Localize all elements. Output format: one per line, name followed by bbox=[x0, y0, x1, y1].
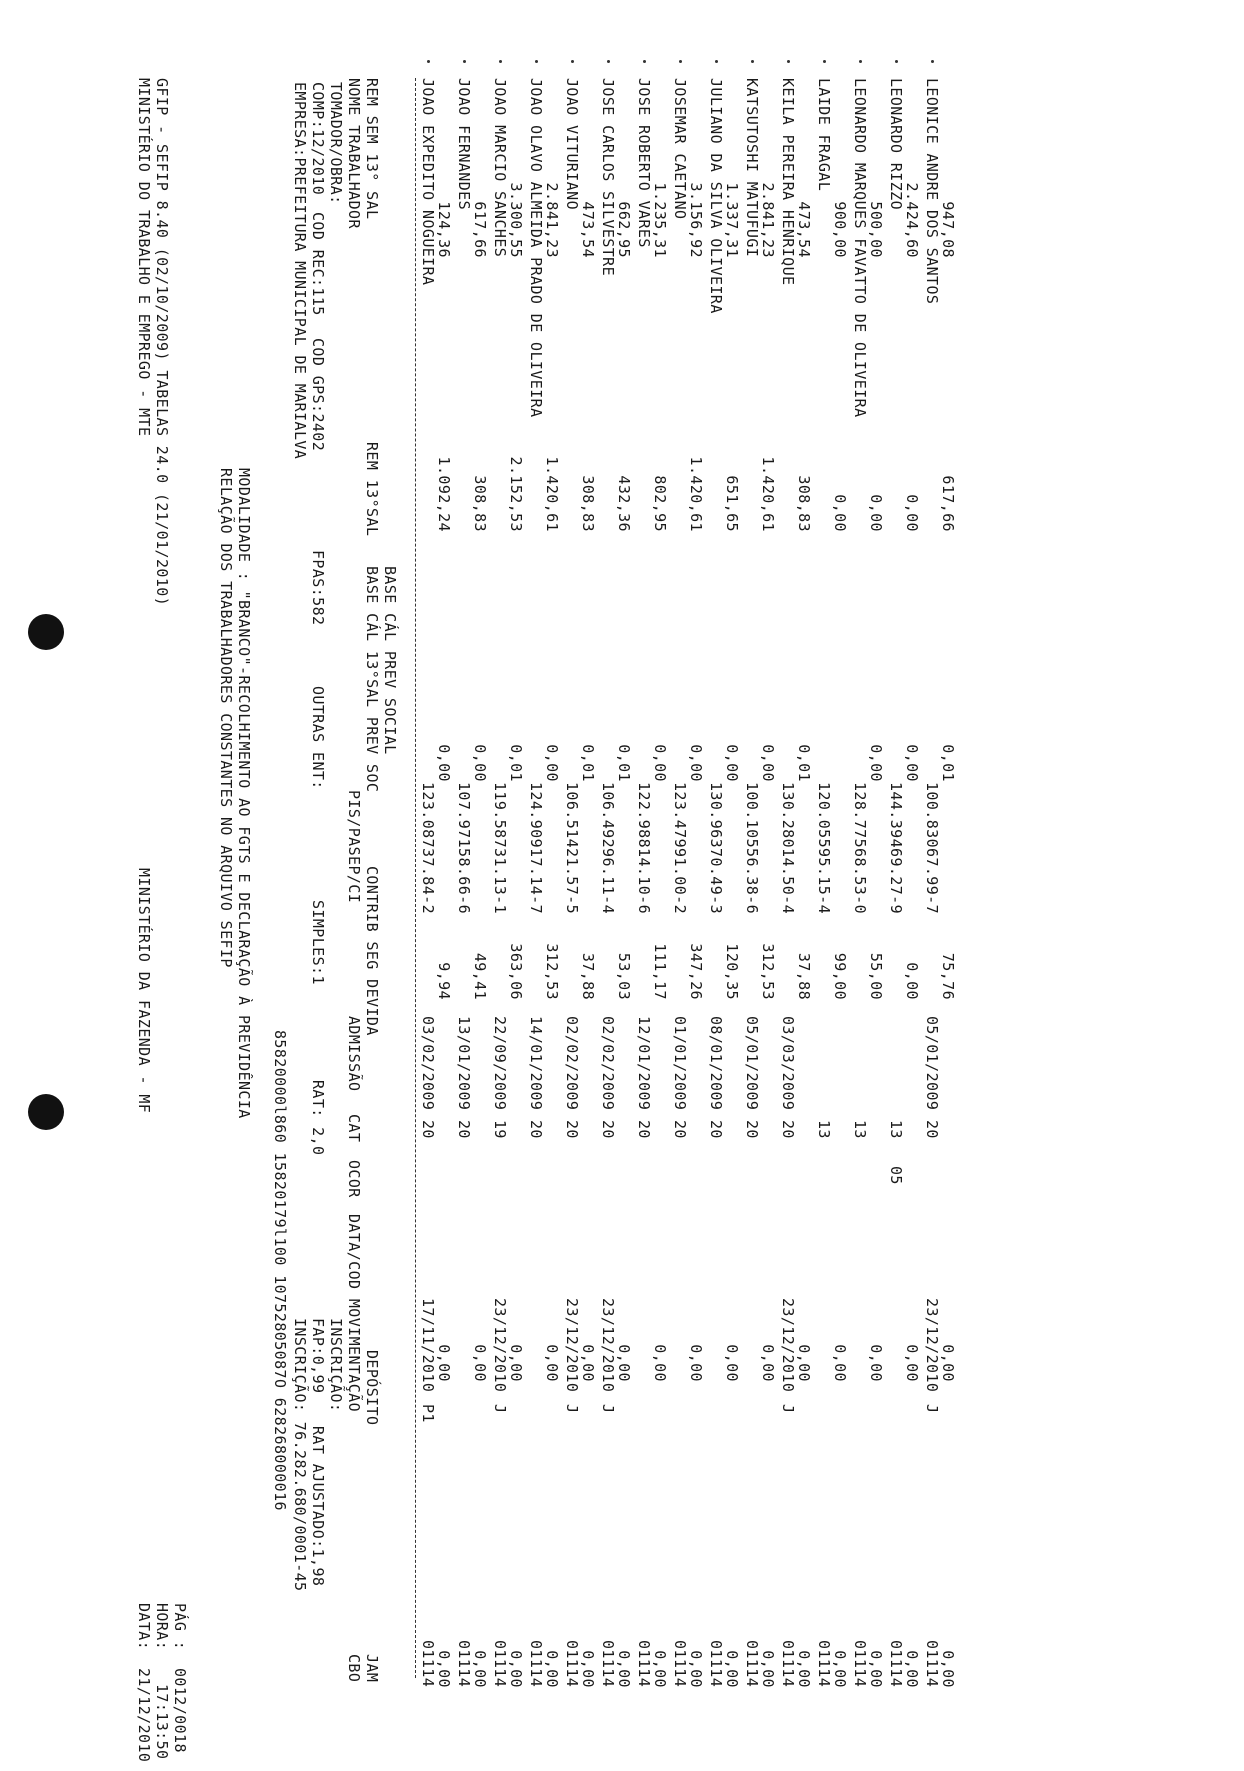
cell-rem-sem13: 947,08 bbox=[939, 201, 957, 258]
cell-cbo: 01114 bbox=[887, 1640, 905, 1688]
cell-rem-13: 0,00 bbox=[903, 494, 921, 532]
cell-rem-13: 802,95 bbox=[651, 475, 669, 532]
cell-admissao: 02/02/2009 bbox=[599, 1016, 617, 1111]
cell-rem-sem13: 473,54 bbox=[579, 201, 597, 258]
hora-value: 17:13:50 bbox=[153, 1684, 171, 1760]
cell-nome: LEONARDO RIZZO bbox=[887, 78, 905, 211]
cell-jam: 0,00 bbox=[579, 1650, 597, 1688]
cell-rem-sem13: 2.841,23 bbox=[759, 182, 777, 258]
cell-cbo: 01114 bbox=[491, 1640, 509, 1688]
cell-rem-sem13: 124,36 bbox=[435, 201, 453, 258]
col-ocor: OCOR bbox=[345, 1160, 363, 1198]
cell-cbo: 01114 bbox=[923, 1640, 941, 1688]
cell-contrib: 312,53 bbox=[759, 943, 777, 1000]
cell-mov2: 0,00 bbox=[543, 1344, 561, 1382]
cell-pis: 106.51421.57-5 bbox=[563, 782, 581, 915]
cell-contrib: 0,00 bbox=[903, 962, 921, 1000]
cell-jam: 0,00 bbox=[759, 1650, 777, 1688]
cell-jam: 0,00 bbox=[939, 1650, 957, 1688]
cell-nome: JOSE CARLOS SILVESTRE bbox=[599, 78, 617, 277]
margin-dot bbox=[427, 60, 430, 63]
cell-jam: 0,00 bbox=[687, 1650, 705, 1688]
cell-mov2: 0,00 bbox=[615, 1344, 633, 1382]
cell-mov2: 0,00 bbox=[903, 1344, 921, 1382]
cell-admissao: 05/01/2009 bbox=[923, 1016, 941, 1111]
cell-mov2: 0,00 bbox=[939, 1344, 957, 1382]
cell-admissao: 14/01/2009 bbox=[527, 1016, 545, 1111]
cell-ocor: 05 bbox=[887, 1166, 905, 1185]
inscricao-tomador: INSCRIÇÃO: bbox=[327, 1318, 345, 1413]
col-base-prev: BASE CÁL PREV SOCIAL bbox=[381, 566, 399, 755]
cell-mov2: 0,00 bbox=[507, 1344, 525, 1382]
cell-pis: 106.49296.11-4 bbox=[599, 782, 617, 915]
cell-mov2: 0,00 bbox=[867, 1344, 885, 1382]
cell-mov2: 0,00 bbox=[651, 1344, 669, 1382]
cell-cat: 20 bbox=[779, 1120, 797, 1139]
cell-rem-13: 1.420,61 bbox=[687, 456, 705, 532]
col-rem-13: REM 13°SAL bbox=[363, 442, 381, 537]
cell-admissao: 12/01/2009 bbox=[635, 1016, 653, 1111]
cell-base13: 0,00 bbox=[471, 744, 489, 782]
cell-cbo: 01114 bbox=[779, 1640, 797, 1688]
cell-base13: 0,00 bbox=[651, 744, 669, 782]
hora-label: HORA: bbox=[153, 1603, 171, 1651]
cell-movcod: J bbox=[563, 1404, 581, 1414]
cell-admissao: 13/01/2009 bbox=[455, 1016, 473, 1111]
col-contrib: CONTRIB SEG DEVIDA bbox=[363, 866, 381, 1036]
cell-jam: 0,00 bbox=[903, 1650, 921, 1688]
cell-base13: 0,01 bbox=[795, 744, 813, 782]
cell-nome: KEILA PEREIRA HENRIQUE bbox=[779, 78, 797, 286]
cell-mov2: 0,00 bbox=[435, 1344, 453, 1382]
inscricao: INSCRIÇÃO: 76.282.680/0001-45 bbox=[291, 1318, 309, 1592]
col-data-cod: DATA/COD MOVIMENTAÇÃO bbox=[345, 1214, 363, 1413]
cell-rem-13: 0,00 bbox=[867, 494, 885, 532]
cell-admissao: 22/09/2009 bbox=[491, 1016, 509, 1111]
cell-nome: JOAO MARCIO SANCHES bbox=[491, 78, 509, 258]
cell-rem-sem13: 473,54 bbox=[795, 201, 813, 258]
cell-cat: 20 bbox=[671, 1120, 689, 1139]
comp: COMP:12/2010 bbox=[309, 82, 327, 196]
cell-pis: 120.05595.15-4 bbox=[815, 782, 833, 915]
cell-jam: 0,00 bbox=[795, 1650, 813, 1688]
cell-base13: 0,01 bbox=[507, 744, 525, 782]
cell-jam: 0,00 bbox=[435, 1650, 453, 1688]
cell-cat: 20 bbox=[455, 1120, 473, 1139]
cell-base13: 0,00 bbox=[867, 744, 885, 782]
cell-rem-sem13: 1.235,31 bbox=[651, 182, 669, 258]
cell-cat: 20 bbox=[419, 1120, 437, 1139]
cell-movcod: P1 bbox=[419, 1404, 437, 1423]
cell-cat: 13 bbox=[815, 1120, 833, 1139]
cell-contrib: 120,35 bbox=[723, 943, 741, 1000]
cell-admissao: 03/02/2009 bbox=[419, 1016, 437, 1111]
cell-rem-sem13: 662,95 bbox=[615, 201, 633, 258]
margin-dot bbox=[715, 60, 718, 63]
margin-dot bbox=[571, 60, 574, 63]
cell-pis: 100.83067.99-7 bbox=[923, 782, 941, 915]
cell-nome: JOAO VITURIANO bbox=[563, 78, 581, 211]
cell-rem-13: 1.420,61 bbox=[543, 456, 561, 532]
cell-jam: 0,00 bbox=[651, 1650, 669, 1688]
cell-contrib: 53,03 bbox=[615, 952, 633, 1000]
col-nome: NOME TRABALHADOR bbox=[345, 78, 363, 229]
fap: FAP:0,99 bbox=[309, 1318, 327, 1394]
cell-cat: 20 bbox=[743, 1120, 761, 1139]
cell-nome: JOSE ROBERTO VARES bbox=[635, 78, 653, 248]
cell-nome: LAIDE FRAGAL bbox=[815, 78, 833, 192]
margin-dot bbox=[751, 60, 754, 63]
cell-rem-13: 0,00 bbox=[831, 494, 849, 532]
margin-dot bbox=[823, 60, 826, 63]
col-base-13-prev: BASE CÁL 13°SAL PREV SOC bbox=[363, 566, 381, 793]
cell-admissao: 05/01/2009 bbox=[743, 1016, 761, 1111]
cell-mov2: 0,00 bbox=[795, 1344, 813, 1382]
cell-jam: 0,00 bbox=[507, 1650, 525, 1688]
cell-cbo: 01114 bbox=[527, 1640, 545, 1688]
cell-contrib: 37,88 bbox=[579, 952, 597, 1000]
cell-rem-sem13: 500,00 bbox=[867, 201, 885, 258]
cell-cbo: 01114 bbox=[815, 1640, 833, 1688]
header-separator bbox=[415, 78, 416, 1678]
margin-dot bbox=[463, 60, 466, 63]
cell-cat: 20 bbox=[563, 1120, 581, 1139]
cell-contrib: 37,88 bbox=[795, 952, 813, 1000]
cell-pis: 123.47991.00-2 bbox=[671, 782, 689, 915]
cell-nome: JOAO FERNANDES bbox=[455, 78, 473, 211]
cell-admissao: 02/02/2009 bbox=[563, 1016, 581, 1111]
cell-cbo: 01114 bbox=[707, 1640, 725, 1688]
ministry-labor-title: MINISTÉRIO DO TRABALHO E EMPREGO - MTE bbox=[135, 78, 153, 437]
cell-rem-sem13: 617,66 bbox=[471, 201, 489, 258]
cell-base13: 0,01 bbox=[939, 744, 957, 782]
cell-contrib: 75,76 bbox=[939, 952, 957, 1000]
cell-rem-sem13: 3.156,92 bbox=[687, 182, 705, 258]
cell-nome: JOSEMAR CAETANO bbox=[671, 78, 689, 220]
cell-contrib: 9,94 bbox=[435, 962, 453, 1000]
cell-nome: JOAO OLAVO ALMEIDA PRADO DE OLIVEIRA bbox=[527, 78, 545, 418]
rat: RAT: 2,0 bbox=[309, 1080, 327, 1156]
col-jam: JAM bbox=[363, 1654, 381, 1683]
cell-mov: 23/12/2010 bbox=[563, 1298, 581, 1393]
control-numbers: 85820000l860 15820179l100 10752805087O 628268000016 bbox=[271, 1030, 289, 1511]
cell-contrib: 99,00 bbox=[831, 952, 849, 1000]
cell-nome: LEONICE ANDRE DOS SANTOS bbox=[923, 78, 941, 305]
cell-base13: 0,00 bbox=[759, 744, 777, 782]
cod-gps: COD GPS:2402 bbox=[309, 338, 327, 452]
col-cbo: CBO bbox=[345, 1654, 363, 1683]
cell-admissao: 01/01/2009 bbox=[671, 1016, 689, 1111]
cell-base13: 0,01 bbox=[579, 744, 597, 782]
cell-nome: JULIANO DA SILVA OLIVEIRA bbox=[707, 78, 725, 314]
cell-cbo: 01114 bbox=[851, 1640, 869, 1688]
cell-cbo: 01114 bbox=[743, 1640, 761, 1688]
cell-pis: 130.96370.49-3 bbox=[707, 782, 725, 915]
cell-jam: 0,00 bbox=[723, 1650, 741, 1688]
pag-value: 0012/0018 bbox=[171, 1668, 189, 1753]
cell-jam: 0,00 bbox=[867, 1650, 885, 1688]
cell-pis: 122.98814.10-6 bbox=[635, 782, 653, 915]
cell-base13: 0,00 bbox=[435, 744, 453, 782]
data-label: DATA: bbox=[135, 1603, 153, 1651]
cell-rem-13: 617,66 bbox=[939, 475, 957, 532]
cell-pis: 128.77568.53-0 bbox=[851, 782, 869, 915]
col-admissao: ADMISSÃO bbox=[345, 1016, 363, 1092]
cell-rem-sem13: 1.337,31 bbox=[723, 182, 741, 258]
cell-base13: 0,00 bbox=[687, 744, 705, 782]
cell-cbo: 01114 bbox=[599, 1640, 617, 1688]
cell-pis: 123.08737.84-2 bbox=[419, 782, 437, 915]
data-value: 21/12/2010 bbox=[135, 1668, 153, 1763]
cell-rem-sem13: 900,00 bbox=[831, 201, 849, 258]
cell-rem-13: 651,65 bbox=[723, 475, 741, 532]
empresa: EMPRESA:PREFEITURA MUNICIPAL DE MARIALVA bbox=[291, 82, 309, 460]
binder-hole bbox=[28, 1094, 64, 1130]
cell-rem-sem13: 3.300,55 bbox=[507, 182, 525, 258]
cell-contrib: 49,41 bbox=[471, 952, 489, 1000]
cell-cat: 20 bbox=[527, 1120, 545, 1139]
cell-rem-13: 2.152,53 bbox=[507, 456, 525, 532]
margin-dot bbox=[535, 60, 538, 63]
margin-dot bbox=[679, 60, 682, 63]
margin-dot bbox=[499, 60, 502, 63]
col-deposito: DEPÓSITO bbox=[363, 1350, 381, 1426]
cell-jam: 0,00 bbox=[471, 1650, 489, 1688]
cell-cbo: 01114 bbox=[455, 1640, 473, 1688]
binder-hole bbox=[28, 614, 64, 650]
rat-ajustado: RAT AJUSTADO:1,98 bbox=[309, 1426, 327, 1587]
cell-nome: JOAO EXPEDITO NOGUEIRA bbox=[419, 78, 437, 286]
cell-pis: 119.58731.13-1 bbox=[491, 782, 509, 915]
outras-ent: OUTRAS ENT: bbox=[309, 686, 327, 790]
cell-mov2: 0,00 bbox=[759, 1344, 777, 1382]
ministry-finance-title: MINISTÉRIO DA FAZENDA - MF bbox=[135, 868, 153, 1114]
cell-admissao: 08/01/2009 bbox=[707, 1016, 725, 1111]
cell-admissao: 03/03/2009 bbox=[779, 1016, 797, 1111]
cell-movcod: J bbox=[491, 1404, 509, 1414]
cell-cat: 13 bbox=[851, 1120, 869, 1139]
cell-contrib: 312,53 bbox=[543, 943, 561, 1000]
cell-mov2: 0,00 bbox=[687, 1344, 705, 1382]
cell-base13: 0,00 bbox=[903, 744, 921, 782]
cell-rem-sem13: 2.424,60 bbox=[903, 182, 921, 258]
cod-rec: COD REC:115 bbox=[309, 212, 327, 316]
cell-rem-sem13: 2.841,23 bbox=[543, 182, 561, 258]
cell-cat: 20 bbox=[599, 1120, 617, 1139]
cell-pis: 130.28014.50-4 bbox=[779, 782, 797, 915]
col-rem-sem13: REM SEM 13° SAL bbox=[363, 78, 381, 220]
cell-rem-13: 308,83 bbox=[795, 475, 813, 532]
cell-rem-13: 1.420,61 bbox=[759, 456, 777, 532]
cell-base13: 0,00 bbox=[723, 744, 741, 782]
margin-dot bbox=[931, 60, 934, 63]
cell-rem-13: 308,83 bbox=[579, 475, 597, 532]
cell-mov2: 0,00 bbox=[723, 1344, 741, 1382]
cell-base13: 0,01 bbox=[615, 744, 633, 782]
pag-label: PÁG : bbox=[171, 1603, 189, 1651]
simples: SIMPLES:1 bbox=[309, 900, 327, 985]
cell-mov: 23/12/2010 bbox=[923, 1298, 941, 1393]
cell-pis: 124.90917.14-7 bbox=[527, 782, 545, 915]
cell-cat: 20 bbox=[635, 1120, 653, 1139]
cell-cat: 20 bbox=[707, 1120, 725, 1139]
modalidade: MODALIDADE : "BRANCO"-RECOLHIMENTO AO FGTS E DECLARAÇÃO À PREVIDÊNCIA bbox=[235, 468, 253, 1119]
cell-jam: 0,00 bbox=[831, 1650, 849, 1688]
cell-cbo: 01114 bbox=[671, 1640, 689, 1688]
cell-mov2: 0,00 bbox=[471, 1344, 489, 1382]
fpas: FPAS:582 bbox=[309, 550, 327, 626]
system-version: GFIP - SEFIP 8.40 (02/10/2009) TABELAS 24.0 (21/01/2010) bbox=[153, 78, 171, 607]
cell-mov: 23/12/2010 bbox=[779, 1298, 797, 1393]
cell-jam: 0,00 bbox=[615, 1650, 633, 1688]
report-title: RELAÇÃO DOS TRABALHADORES CONSTANTES NO ARQUIVO SEFIP bbox=[217, 468, 235, 968]
margin-dot bbox=[607, 60, 610, 63]
cell-rem-13: 1.092,24 bbox=[435, 456, 453, 532]
cell-rem-13: 432,36 bbox=[615, 475, 633, 532]
cell-base13: 0,00 bbox=[543, 744, 561, 782]
cell-movcod: J bbox=[599, 1404, 617, 1414]
cell-mov2: 0,00 bbox=[579, 1344, 597, 1382]
margin-dot bbox=[787, 60, 790, 63]
cell-movcod: J bbox=[923, 1404, 941, 1414]
cell-mov: 23/12/2010 bbox=[599, 1298, 617, 1393]
cell-cbo: 01114 bbox=[419, 1640, 437, 1688]
cell-contrib: 111,17 bbox=[651, 943, 669, 1000]
margin-dot bbox=[643, 60, 646, 63]
cell-mov2: 0,00 bbox=[831, 1344, 849, 1382]
cell-mov: 23/12/2010 bbox=[491, 1298, 509, 1393]
cell-nome: LEONARDO MARQUES FAVATTO DE OLIVEIRA bbox=[851, 78, 869, 418]
col-cat: CAT bbox=[345, 1114, 363, 1143]
cell-rem-13: 308,83 bbox=[471, 475, 489, 532]
tomador: TOMADOR/OBRA: bbox=[327, 82, 345, 205]
cell-cat: 13 bbox=[887, 1120, 905, 1139]
cell-nome: KATSUTOSHI MATUFUGI bbox=[743, 78, 761, 258]
cell-contrib: 55,00 bbox=[867, 952, 885, 1000]
cell-pis: 144.39469.27-9 bbox=[887, 782, 905, 915]
cell-movcod: J bbox=[779, 1404, 797, 1414]
cell-jam: 0,00 bbox=[543, 1650, 561, 1688]
cell-contrib: 363,06 bbox=[507, 943, 525, 1000]
col-pis: PIS/PASEP/CI bbox=[345, 790, 363, 904]
cell-mov: 17/11/2010 bbox=[419, 1298, 437, 1393]
cell-pis: 107.97158.66-6 bbox=[455, 782, 473, 915]
cell-cat: 19 bbox=[491, 1120, 509, 1139]
cell-pis: 100.10556.38-6 bbox=[743, 782, 761, 915]
cell-cat: 20 bbox=[923, 1120, 941, 1139]
cell-cbo: 01114 bbox=[563, 1640, 581, 1688]
cell-contrib: 347,26 bbox=[687, 943, 705, 1000]
margin-dot bbox=[895, 60, 898, 63]
margin-dot bbox=[859, 60, 862, 63]
cell-cbo: 01114 bbox=[635, 1640, 653, 1688]
